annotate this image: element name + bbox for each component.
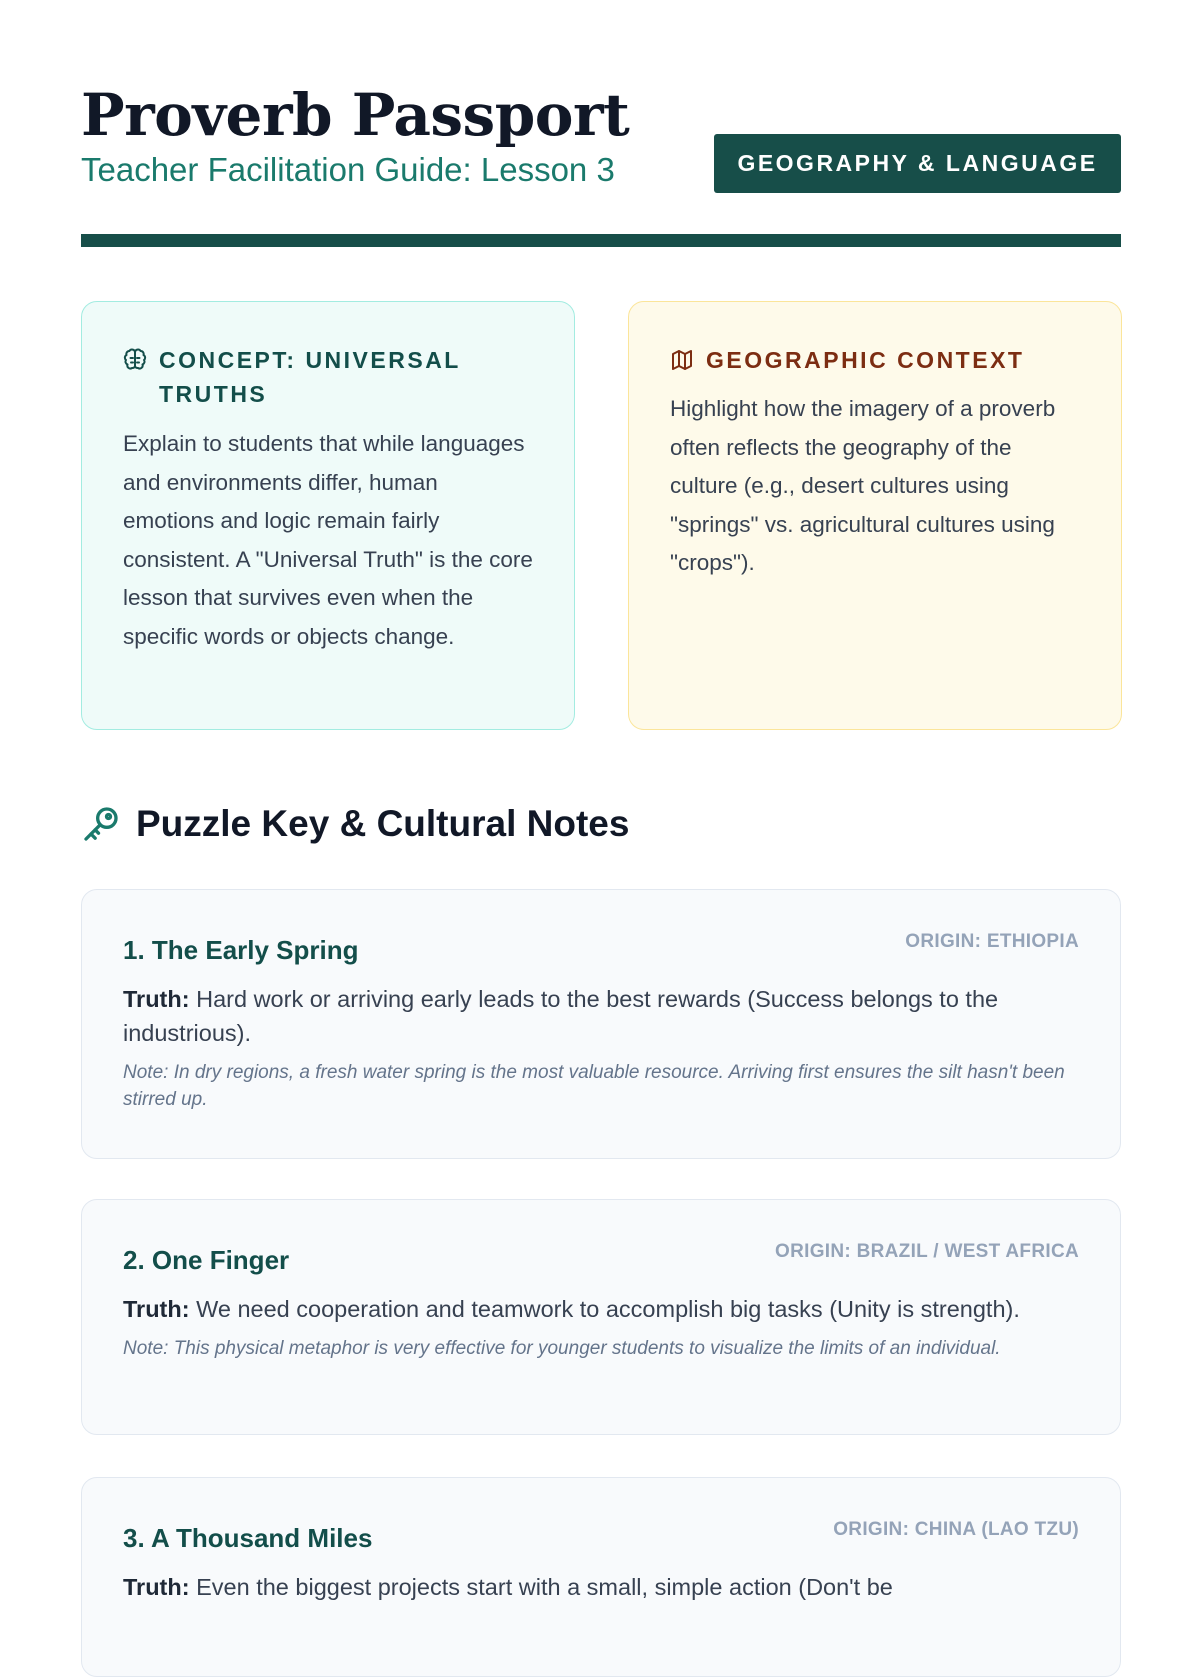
truth-text: Even the biggest projects start with a small, simple action (Don't be — [196, 1574, 893, 1600]
intro-cards — [81, 301, 1121, 730]
proverb-truth — [123, 1570, 1079, 1604]
proverb-origin: ORIGIN: BRAZIL / WEST AFRICA — [775, 1241, 1079, 1262]
truth-text: Hard work or arriving early leads to the best rewards (Success belongs to the industrious). — [123, 986, 999, 1046]
truth-label: Truth: — [123, 986, 190, 1012]
puzzle-section-heading — [81, 800, 629, 848]
proverb-truth — [123, 1292, 1079, 1326]
proverb-card — [81, 1477, 1121, 1677]
proverb-card — [81, 1199, 1121, 1435]
geography-card-title: GEOGRAPHIC CONTEXT — [706, 347, 1025, 373]
concept-card-body: Explain to students that while languages and environments differ, human emotions and logic remain fairly consistent. A "Universal Truth" is the core lesson that survives even when the specific words or objects change. — [123, 431, 533, 649]
geography-card — [628, 301, 1122, 730]
concept-card-title: CONCEPT: UNIVERSAL TRUTHS — [159, 347, 461, 407]
header-divider — [81, 234, 1121, 247]
proverb-origin: ORIGIN: CHINA (LAO TZU) — [833, 1519, 1079, 1540]
section-title: Puzzle Key & Cultural Notes — [136, 803, 630, 844]
proverb-title: 1. The Early Spring — [123, 935, 359, 965]
proverb-origin: ORIGIN: ETHIOPIA — [905, 931, 1079, 952]
truth-label: Truth: — [123, 1574, 190, 1600]
geography-card-body: Highlight how the imagery of a proverb often reflects the geography of the culture (e.g., desert cultures using "springs" vs. agricultural cultures using "crops"). — [670, 396, 1056, 575]
page-title: Proverb Passport — [81, 81, 630, 149]
proverb-note: Note: This physical metaphor is very effective for younger students to visualize the limits of an individual. — [123, 1338, 1001, 1359]
concept-card-heading — [123, 343, 534, 411]
key-icon — [81, 804, 121, 844]
proverb-truth — [123, 982, 1079, 1050]
brain-icon — [123, 348, 147, 372]
proverb-title: 2. One Finger — [123, 1245, 290, 1275]
page-subtitle: Teacher Facilitation Guide: Lesson 3 — [81, 151, 615, 188]
proverb-note: Note: In dry regions, a fresh water spring is the most valuable resource. Arriving first ensures the silt hasn't been stirred up. — [123, 1062, 1065, 1110]
concept-card — [81, 301, 575, 730]
truth-text: We need cooperation and teamwork to accomplish big tasks (Unity is strength). — [196, 1296, 1020, 1322]
geography-card-heading — [670, 343, 1081, 377]
lesson-guide-page — [81, 0, 1121, 1600]
page-header — [81, 0, 1121, 248]
subject-badge: GEOGRAPHY & LANGUAGE — [714, 134, 1121, 193]
proverb-title: 3. A Thousand Miles — [123, 1523, 373, 1553]
map-icon — [670, 348, 694, 372]
truth-label: Truth: — [123, 1296, 190, 1322]
proverb-card — [81, 889, 1121, 1159]
